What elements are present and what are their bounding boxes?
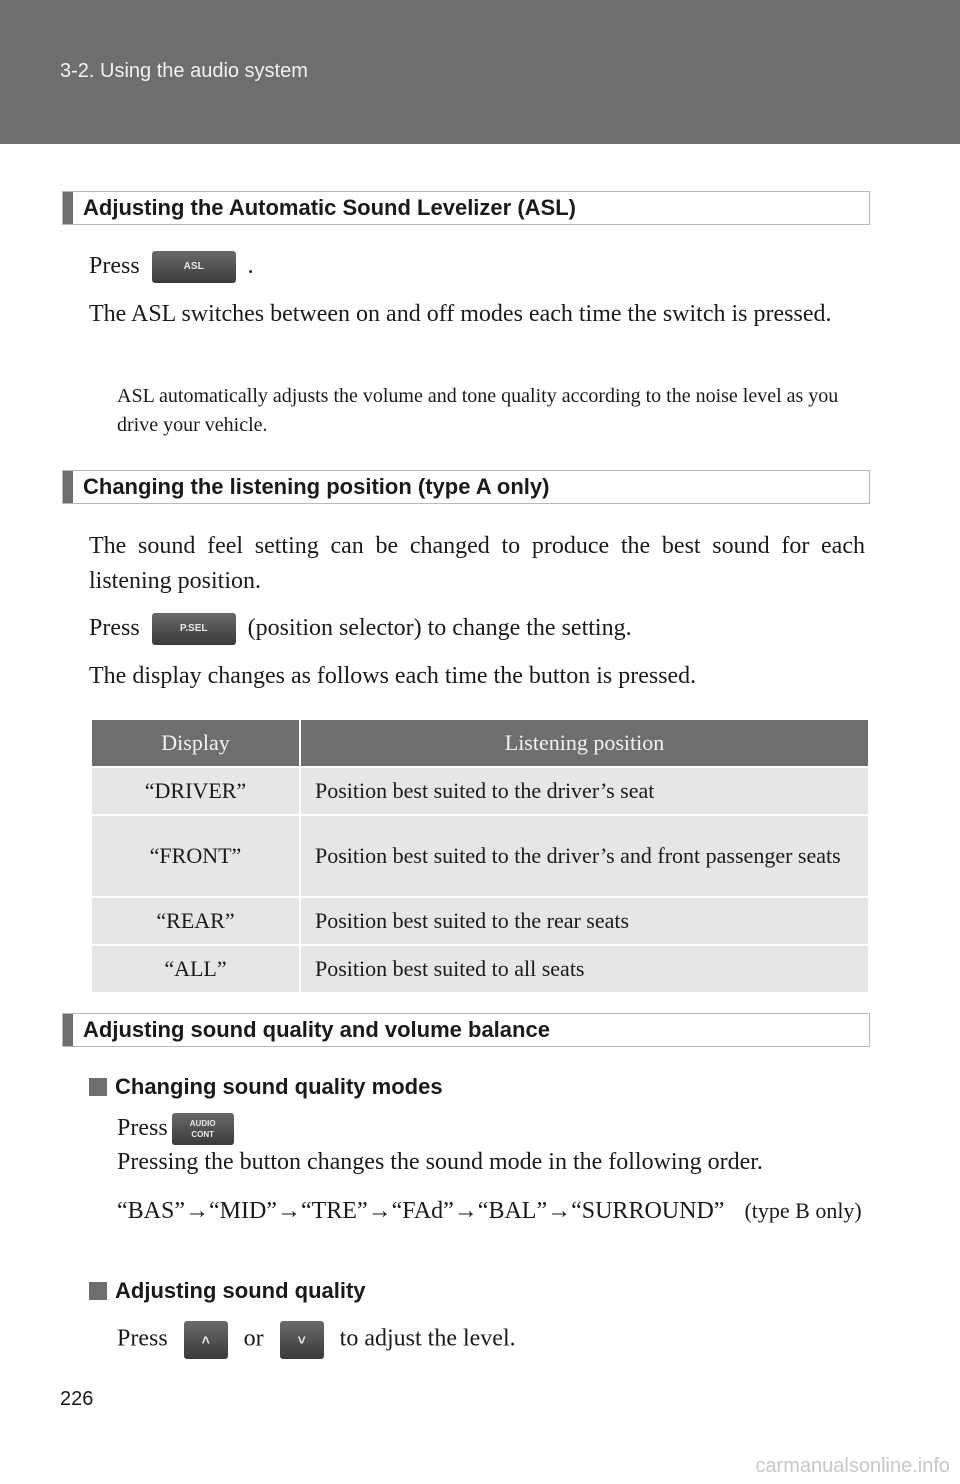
audio-cont-line2: CONT bbox=[191, 1130, 214, 1140]
modes-subheading-text: Changing sound quality modes bbox=[115, 1074, 443, 1099]
press-text: Press bbox=[89, 615, 140, 641]
adjust-subheading-text: Adjusting sound quality bbox=[115, 1278, 366, 1303]
audio-cont-button-icon bbox=[172, 1113, 234, 1145]
listening-section-heading bbox=[62, 470, 870, 504]
audio-cont-press-line bbox=[117, 1111, 867, 1146]
or-text: or bbox=[243, 1325, 264, 1352]
asl-description: The ASL switches between on and off modes each time the switch is pressed. bbox=[89, 301, 832, 327]
listening-position-table bbox=[92, 720, 868, 992]
row-position: Position best suited to the driver’s seat bbox=[300, 767, 868, 815]
type-b-note: (type B only) bbox=[744, 1198, 862, 1223]
modes-subheading bbox=[89, 1074, 443, 1100]
row-position: Position best suited to the rear seats bbox=[300, 897, 868, 945]
section-title: 3-2. Using the audio system bbox=[60, 60, 308, 82]
table-row bbox=[92, 945, 868, 992]
row-display: “FRONT” bbox=[92, 815, 300, 897]
table-row bbox=[92, 767, 868, 815]
press-text: Press bbox=[117, 1115, 168, 1141]
heading-accent bbox=[63, 471, 73, 503]
asl-note: ASL automatically adjusts the volume and tone quality according to the noise level as you drive your vehicle. bbox=[117, 385, 839, 436]
asl-section-heading bbox=[62, 191, 870, 225]
up-arrow-icon: ˄ bbox=[184, 1321, 228, 1359]
square-bullet-icon bbox=[89, 1078, 107, 1096]
row-display: “DRIVER” bbox=[92, 767, 300, 815]
adjust-press-line bbox=[117, 1321, 867, 1359]
psel-button-icon: P.SEL bbox=[152, 613, 236, 645]
heading-accent bbox=[63, 192, 73, 224]
listening-heading-text: Changing the listening position (type A only) bbox=[83, 474, 550, 499]
table-header-row bbox=[92, 720, 868, 767]
col-display-header: Display bbox=[92, 720, 300, 767]
heading-accent bbox=[63, 1014, 73, 1046]
asl-heading-text: Adjusting the Automatic Sound Levelizer (ASL) bbox=[83, 195, 576, 220]
display-changes-text: The display changes as follows each time the button is pressed. bbox=[89, 663, 697, 689]
order-text: Pressing the button changes the sound mode in the following order. bbox=[117, 1149, 763, 1175]
quality-heading-text: Adjusting sound quality and volume balance bbox=[83, 1017, 550, 1042]
press-text: Press bbox=[117, 1325, 168, 1352]
quality-section-heading bbox=[62, 1013, 870, 1047]
square-bullet-icon bbox=[89, 1282, 107, 1300]
down-arrow-icon: ˅ bbox=[280, 1321, 324, 1359]
press-text: Press bbox=[89, 253, 140, 279]
mode-sequence-text: “BAS”→“MID”→“TRE”→“FAd”→“BAL”→“SURROUND” bbox=[117, 1198, 725, 1224]
watermark: carmanualsonline.info bbox=[755, 1455, 950, 1477]
table-row bbox=[92, 897, 868, 945]
page-number: 226 bbox=[60, 1388, 94, 1410]
row-position: Position best suited to the driver’s and front passenger seats bbox=[300, 815, 868, 897]
row-display: “ALL” bbox=[92, 945, 300, 992]
table-row bbox=[92, 815, 868, 897]
press-suffix: (position selector) to change the setting. bbox=[247, 615, 632, 641]
adjust-subheading bbox=[89, 1278, 366, 1304]
listening-intro: The sound feel setting can be changed to produce the best sound for each listening position. bbox=[89, 533, 865, 594]
row-position: Position best suited to all seats bbox=[300, 945, 868, 992]
asl-button-icon: ASL bbox=[152, 251, 236, 283]
adjust-suffix: to adjust the level. bbox=[339, 1325, 516, 1352]
psel-press-line bbox=[89, 611, 865, 646]
asl-press-line bbox=[89, 249, 865, 284]
col-position-header: Listening position bbox=[300, 720, 868, 767]
mode-sequence bbox=[117, 1193, 867, 1229]
press-suffix: . bbox=[247, 253, 254, 279]
audio-cont-line1: AUDIO bbox=[189, 1119, 216, 1129]
row-display: “REAR” bbox=[92, 897, 300, 945]
